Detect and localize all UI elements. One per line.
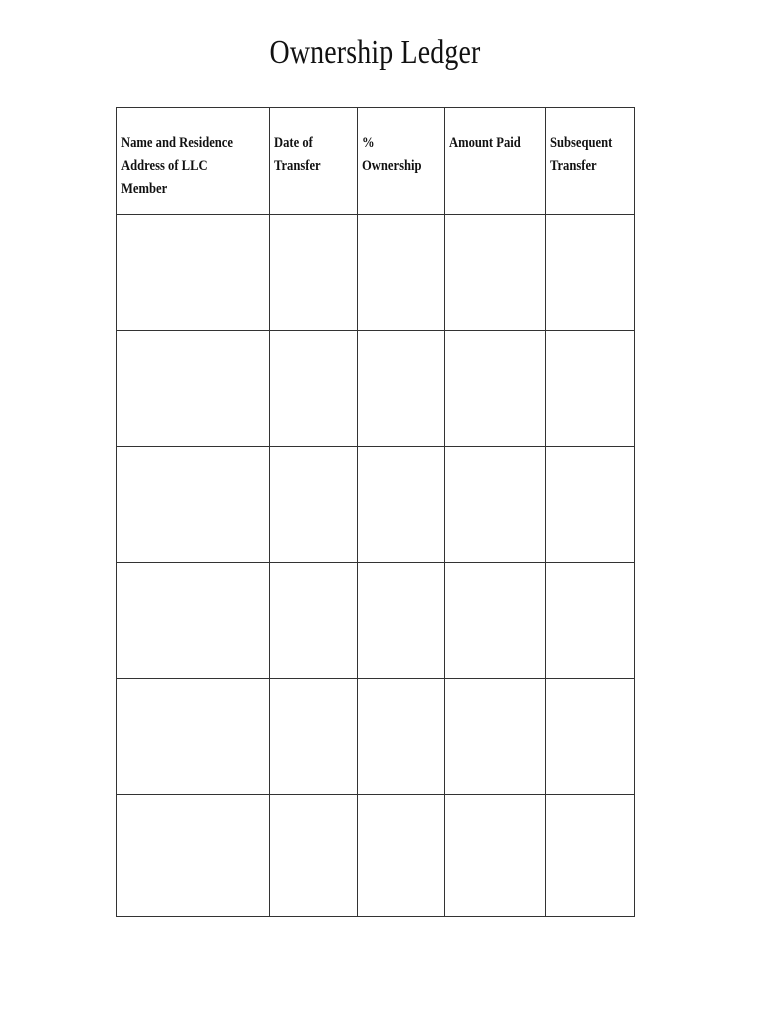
cell-date-of-transfer[interactable]: [270, 215, 358, 331]
table-header-row: [117, 108, 635, 215]
column-header-label: % Ownership: [362, 135, 422, 174]
cell-subsequent-transfer[interactable]: [546, 215, 635, 331]
column-header-label: Name and Residence Address of LLC Member: [121, 135, 233, 197]
cell-percent-ownership[interactable]: [358, 679, 445, 795]
cell-subsequent-transfer[interactable]: [546, 447, 635, 563]
column-header-amount-paid: [445, 108, 546, 215]
cell-date-of-transfer[interactable]: [270, 795, 358, 917]
cell-subsequent-transfer[interactable]: [546, 679, 635, 795]
cell-member-name-address[interactable]: [117, 331, 270, 447]
cell-amount-paid[interactable]: [445, 215, 546, 331]
column-header-label: Amount Paid: [449, 135, 521, 151]
cell-amount-paid[interactable]: [445, 679, 546, 795]
cell-subsequent-transfer[interactable]: [546, 795, 635, 917]
table-row: [117, 563, 635, 679]
cell-member-name-address[interactable]: [117, 679, 270, 795]
table-row: [117, 679, 635, 795]
cell-member-name-address[interactable]: [117, 447, 270, 563]
cell-percent-ownership[interactable]: [358, 447, 445, 563]
table-row: [117, 331, 635, 447]
table-row: [117, 795, 635, 917]
cell-percent-ownership[interactable]: [358, 215, 445, 331]
cell-percent-ownership[interactable]: [358, 563, 445, 679]
cell-member-name-address[interactable]: [117, 795, 270, 917]
cell-amount-paid[interactable]: [445, 447, 546, 563]
cell-date-of-transfer[interactable]: [270, 447, 358, 563]
page-title: Ownership Ledger: [269, 34, 481, 71]
cell-date-of-transfer[interactable]: [270, 679, 358, 795]
cell-percent-ownership[interactable]: [358, 795, 445, 917]
cell-member-name-address[interactable]: [117, 563, 270, 679]
cell-subsequent-transfer[interactable]: [546, 563, 635, 679]
column-header-percent-ownership: [358, 108, 445, 215]
ownership-ledger-table: [116, 107, 635, 917]
column-header-subsequent-transfer: [546, 108, 635, 215]
column-header-date-of-transfer: [270, 108, 358, 215]
cell-percent-ownership[interactable]: [358, 331, 445, 447]
column-header-member-name-address: [117, 108, 270, 215]
cell-date-of-transfer[interactable]: [270, 563, 358, 679]
table-row: [117, 215, 635, 331]
cell-member-name-address[interactable]: [117, 215, 270, 331]
cell-amount-paid[interactable]: [445, 331, 546, 447]
column-header-label: Subsequent Transfer: [550, 135, 613, 174]
column-header-label: Date of Transfer: [274, 135, 321, 174]
table-row: [117, 447, 635, 563]
cell-subsequent-transfer[interactable]: [546, 331, 635, 447]
cell-amount-paid[interactable]: [445, 563, 546, 679]
cell-amount-paid[interactable]: [445, 795, 546, 917]
cell-date-of-transfer[interactable]: [270, 331, 358, 447]
